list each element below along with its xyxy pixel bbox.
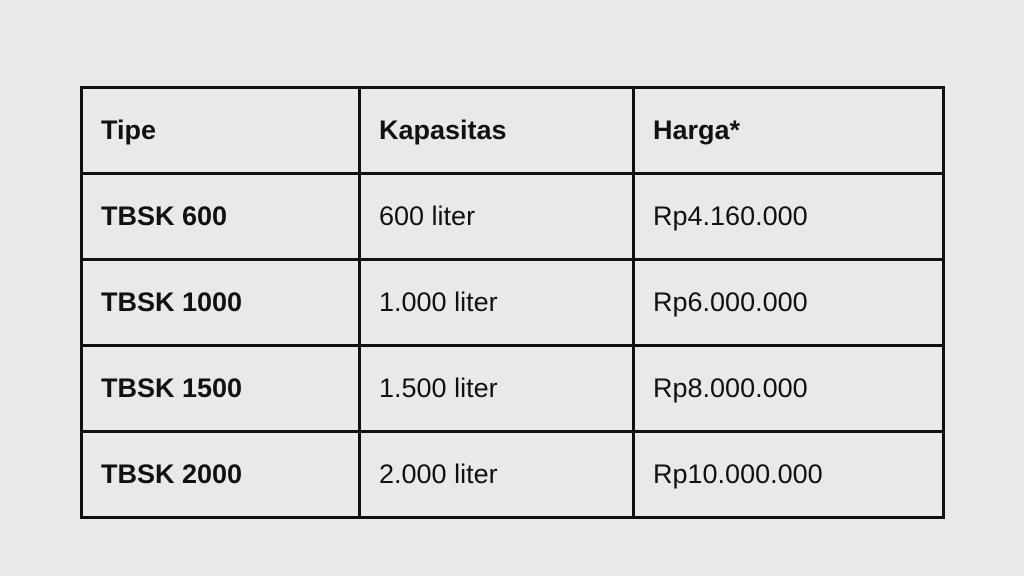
column-header-tipe: Tipe [82,88,360,174]
cell-tipe: TBSK 1500 [82,346,360,432]
cell-harga: Rp10.000.000 [634,432,944,518]
cell-tipe: TBSK 1000 [82,260,360,346]
table-header-row [82,88,944,174]
price-table [80,86,945,519]
cell-tipe: TBSK 600 [82,174,360,260]
table-header [82,88,944,174]
cell-harga: Rp8.000.000 [634,346,944,432]
table-body [82,174,944,518]
cell-tipe: TBSK 2000 [82,432,360,518]
cell-harga: Rp6.000.000 [634,260,944,346]
cell-harga: Rp4.160.000 [634,174,944,260]
cell-kapasitas: 1.500 liter [360,346,634,432]
table-row [82,174,944,260]
table-row [82,432,944,518]
table-row [82,346,944,432]
cell-kapasitas: 600 liter [360,174,634,260]
price-table-container [80,86,942,519]
cell-kapasitas: 1.000 liter [360,260,634,346]
column-header-harga: Harga* [634,88,944,174]
column-header-kapasitas: Kapasitas [360,88,634,174]
cell-kapasitas: 2.000 liter [360,432,634,518]
table-row [82,260,944,346]
